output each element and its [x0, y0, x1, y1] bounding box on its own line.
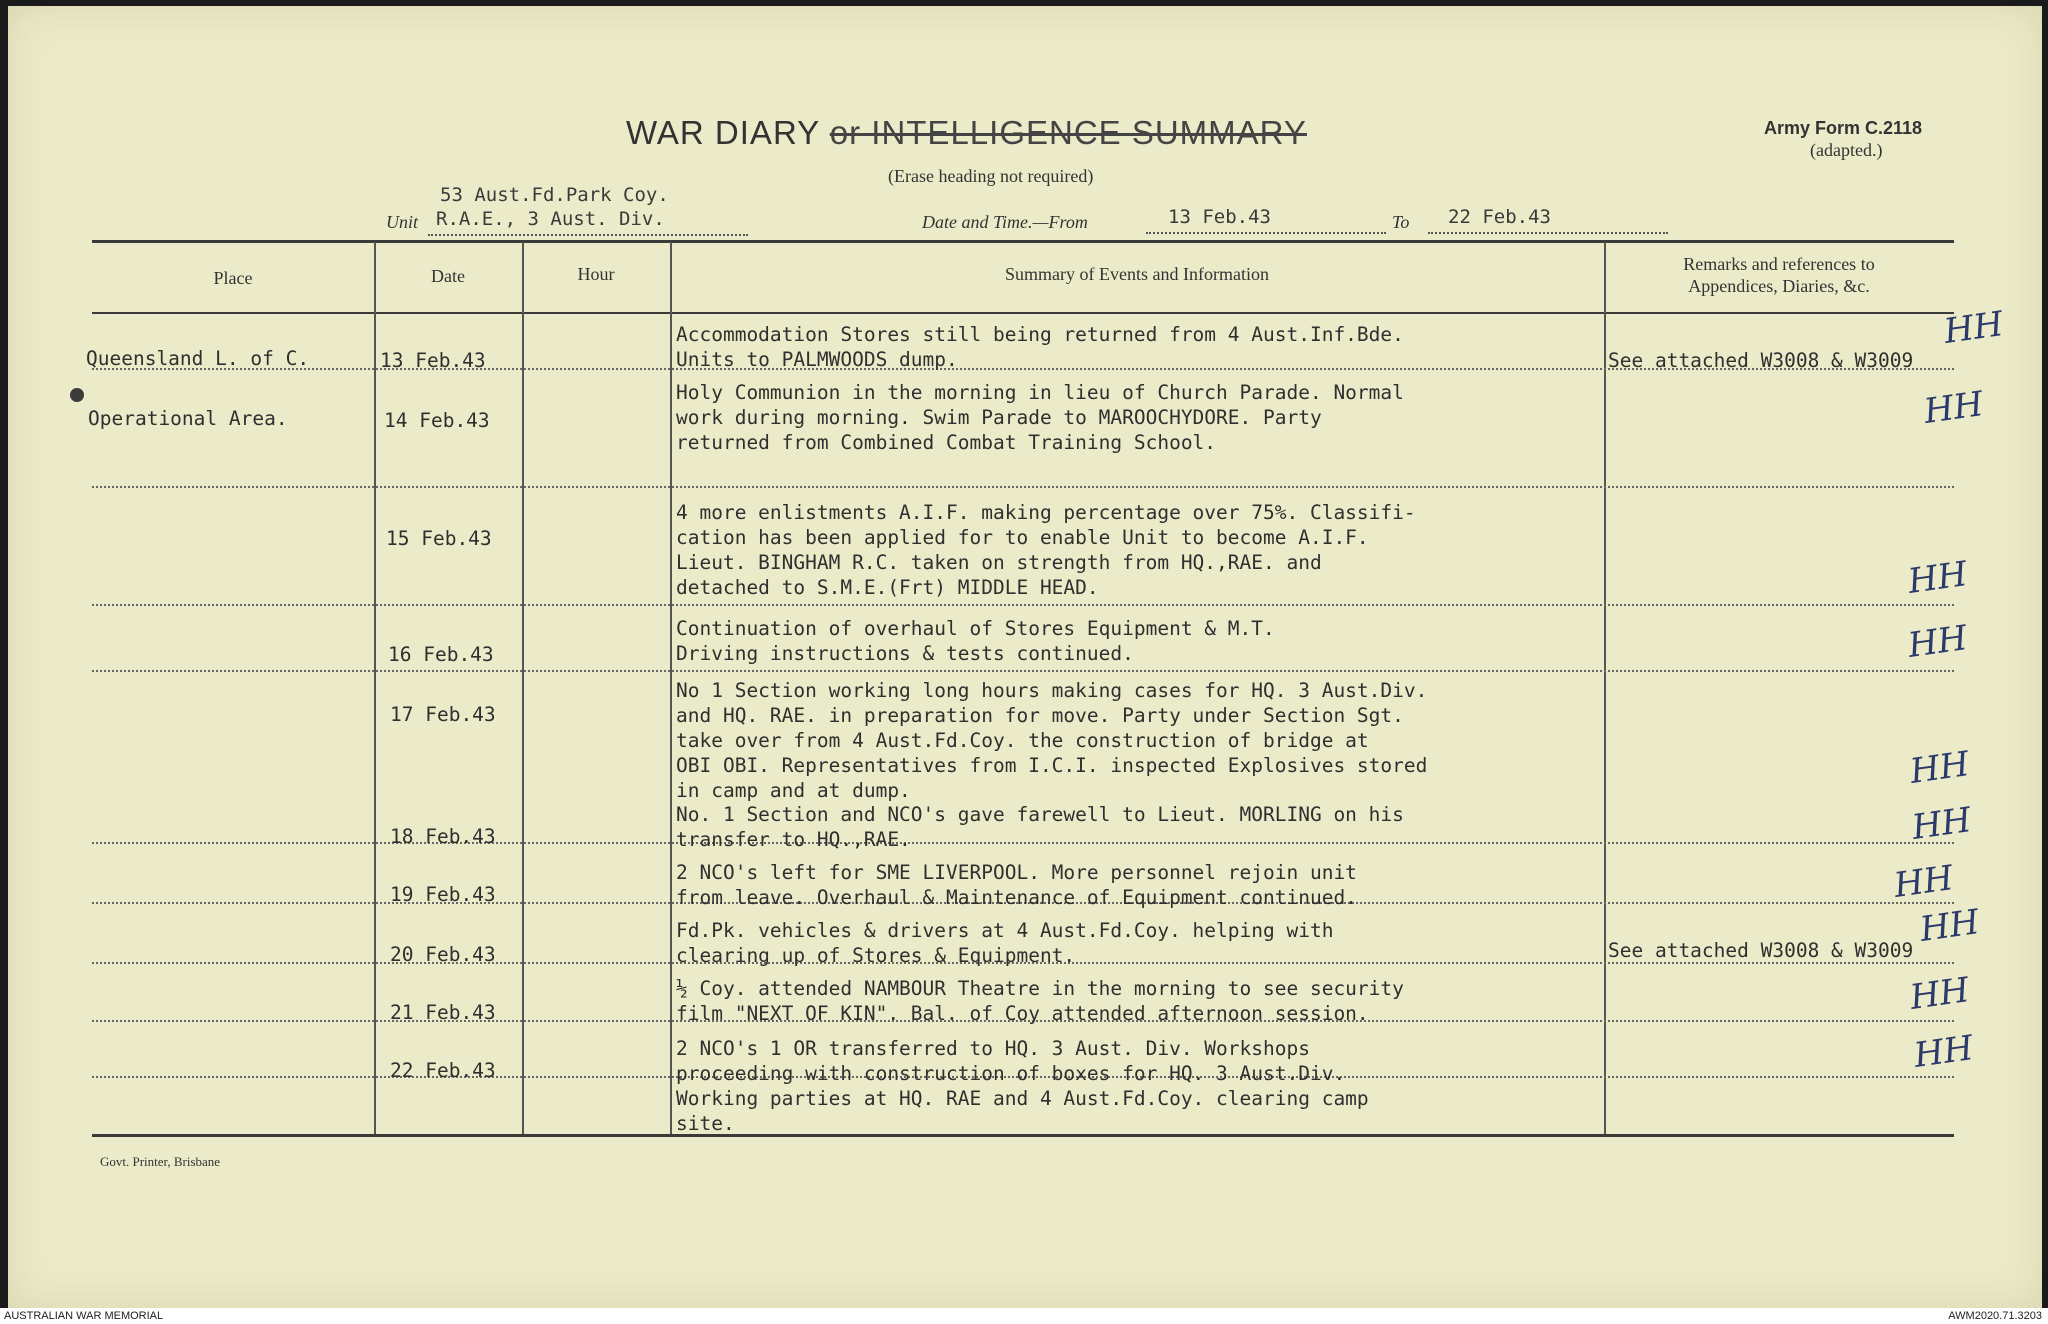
entry-summary: Accommodation Stores still being returned from 4 Aust.Inf.Bde. Units to PALMWOODS dump. [676, 323, 1404, 371]
col-divider-1 [374, 242, 376, 1134]
unit-label: Unit [386, 212, 419, 232]
unit-line-1: 53 Aust.Fd.Park Coy. [440, 184, 669, 206]
entry-summary: 4 more enlistments A.I.F. making percentage over 75%. Classifi- cation has been applied for to enable Unit to become A.I.F. Lieut. BINGHAM R.C. taken on strength from HQ.,RAE. and detached to S.M.E.(Frt) MIDDLE HEAD. [676, 501, 1416, 599]
date-to: 22 Feb.43 [1448, 206, 1551, 228]
table-header-rule [92, 312, 1954, 314]
footer-left: AUSTRALIAN WAR MEMORIAL [4, 1310, 164, 1322]
unit-line-2: R.A.E., 3 Aust. Div. [436, 208, 665, 230]
form-adapted: (adapted.) [1810, 140, 1883, 160]
initials-signature: HH [1905, 618, 1970, 666]
form-number: Army Form C.2118 [1764, 118, 1923, 138]
entry-summary: Fd.Pk. vehicles & drivers at 4 Aust.Fd.Coy. helping with clearing up of Stores & Equipment. [676, 919, 1334, 967]
header-summary: Summary of Events and Information [1005, 264, 1269, 284]
title-struck: or INTELLIGENCE SUMMARY [829, 114, 1307, 151]
initials-signature: HH [1917, 902, 1982, 950]
entry-remark: See attached W3008 & W3009 [1608, 939, 1914, 962]
date-from-dotline [1146, 232, 1386, 234]
header-remarks-1: Remarks and references to [1683, 254, 1875, 274]
entry-summary: Holy Communion in the morning in lieu of Church Parade. Normal work during morning. Swim Parade to MAROOCHYDORE. Party returned from Combined Combat Training School. [676, 381, 1404, 454]
entry-date: 14 Feb.43 [384, 409, 490, 432]
row-sep [92, 604, 1954, 606]
initials-signature: HH [1905, 554, 1970, 602]
entry-summary: No 1 Section working long hours making cases for HQ. 3 Aust.Div. and HQ. RAE. in preparation for move. Party under Section Sgt. take over from 4 Aust.Fd.Coy. the construction of bridge at OBI OBI. Representatives from I.C.I. inspected Explosives stored in camp and at dump. [676, 679, 1428, 802]
initials-signature: HH [1921, 384, 1986, 432]
col-divider-3 [670, 242, 672, 1134]
col-divider-2 [522, 242, 524, 1134]
header-remarks-2: Appendices, Diaries, &c. [1688, 276, 1870, 296]
entry-summary: 2 NCO's 1 OR transferred to HQ. 3 Aust. Div. Workshops proceeding with construction of boxes for HQ. 3 Aust.Div. Working parties at HQ. RAE and 4 Aust.Fd.Coy. clearing camp site. [676, 1037, 1369, 1135]
entry-date: 20 Feb.43 [390, 943, 496, 966]
initials-signature: HH [1907, 970, 1972, 1018]
entry-summary: No. 1 Section and NCO's gave farewell to Lieut. MORLING on his transfer to HQ.,RAE. [676, 803, 1404, 851]
date-to-dotline [1428, 232, 1668, 234]
erase-note: (Erase heading not required) [888, 166, 1094, 186]
initials-signature: HH [1909, 800, 1974, 848]
entry-date: 17 Feb.43 [390, 703, 496, 726]
table-top-rule [92, 240, 1954, 243]
entry-summary: Continuation of overhaul of Stores Equipment & M.T. Driving instructions & tests continued. [676, 617, 1275, 665]
header-hour: Hour [577, 264, 615, 284]
entry-date: 15 Feb.43 [386, 527, 492, 550]
row-sep [92, 486, 1954, 488]
page-title [626, 114, 1307, 152]
entry-date: 19 Feb.43 [390, 883, 496, 906]
initials-signature: HH [1941, 304, 2006, 352]
title-main: WAR DIARY [626, 114, 830, 151]
entry-summary: 2 NCO's left for SME LIVERPOOL. More personnel rejoin unit from leave. Overhaul & Maintenance of Equipment continued. [676, 861, 1357, 909]
entry-date: 16 Feb.43 [388, 643, 494, 666]
entry-date: 13 Feb.43 [380, 349, 486, 372]
col-divider-4 [1604, 242, 1606, 1134]
header-date: Date [431, 266, 465, 286]
entry-summary: ½ Coy. attended NAMBOUR Theatre in the morning to see security film "NEXT OF KIN". Bal. of Coy attended afternoon session. [676, 977, 1404, 1025]
footer-right: AWM2020.71.3203 [1948, 1310, 2042, 1322]
header-place: Place [213, 268, 253, 288]
punch-hole [70, 388, 84, 402]
war-diary-page [8, 6, 2042, 1308]
place-entry-2: Operational Area. [88, 407, 288, 430]
row-sep [92, 670, 1954, 672]
entry-date: 18 Feb.43 [390, 825, 496, 848]
date-from-label: Date and Time.—From [922, 212, 1088, 232]
archive-footer [0, 1308, 2048, 1324]
printer-credit: Govt. Printer, Brisbane [100, 1154, 221, 1169]
date-from: 13 Feb.43 [1168, 206, 1271, 228]
entry-date: 21 Feb.43 [390, 1001, 496, 1024]
initials-signature: HH [1911, 1028, 1976, 1076]
entry-remark: See attached W3008 & W3009 [1608, 349, 1914, 372]
unit-dotline [428, 234, 748, 236]
entry-date: 22 Feb.43 [390, 1059, 496, 1082]
date-to-label: To [1392, 212, 1410, 232]
place-entry-1: Queensland L. of C. [86, 347, 310, 370]
initials-signature: HH [1891, 858, 1956, 906]
initials-signature: HH [1907, 744, 1972, 792]
